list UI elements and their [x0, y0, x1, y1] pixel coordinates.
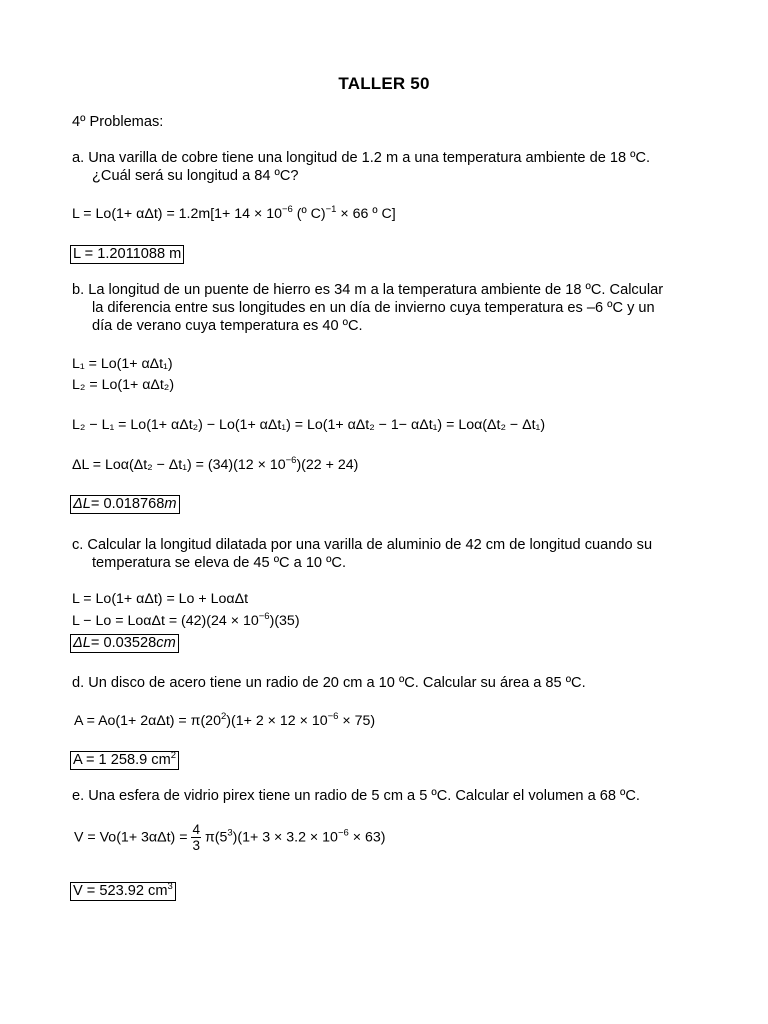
problem-a-equation — [72, 205, 396, 223]
problem-e-eq-part2: π(5 — [204, 829, 228, 846]
problem-e-answer — [70, 882, 176, 901]
problem-c-answer — [70, 634, 179, 653]
problem-c-answer-value: = 0.03528 — [90, 635, 157, 651]
problem-b-answer-unit: m — [164, 496, 177, 512]
problem-c-answer-unit: cm — [156, 635, 176, 651]
page-title: TALLER 50 — [338, 74, 430, 93]
problem-a-eq-part3: × 66 º C] — [336, 206, 396, 222]
section-heading: 4º Problemas: — [72, 114, 164, 130]
problem-b-eq4-part1: ΔL = Loα(Δt₂ − Δt₁) = (34)(12 × 10 — [72, 457, 286, 473]
problem-b-line2: la diferencia entre sus longitudes en un día de invierno cuya temperatura es –6 ºC y un — [92, 300, 655, 316]
problem-e-answer-value: V = 523.92 cm — [73, 883, 168, 899]
problem-e-eq-part1: V = Vo(1+ 3αΔt) = — [74, 829, 188, 846]
problem-b-statement — [72, 281, 698, 335]
problem-c-line1: c. Calcular la longitud dilatada por una varilla de aluminio de 42 cm de longitud cuando su — [72, 537, 653, 553]
problem-d-answer-value: A = 1 258.9 cm — [73, 752, 171, 768]
problem-d-statement — [72, 674, 698, 692]
problem-e-eq-exp2: −6 — [337, 827, 349, 839]
problem-c-eq2-part2: )(35) — [269, 613, 300, 629]
problem-b-answer-value: = 0.018768 — [90, 496, 165, 512]
problem-e-answer-exp: 3 — [167, 881, 173, 892]
problem-b-eq4 — [72, 456, 358, 474]
problem-b-eq2: L₂ = Lo(1+ αΔt₂) — [72, 377, 175, 393]
problem-a-eq-exp1: −6 — [282, 204, 293, 215]
problem-a-eq-part1: L = Lo(1+ αΔt) = 1.2m[1+ 14 × 10 — [72, 206, 282, 222]
problem-d-eq-part1: A = Ao(1+ 2αΔt) = π(20 — [74, 713, 221, 729]
problem-b-answer — [70, 495, 180, 514]
problem-b-line1: b. La longitud de un puente de hierro es 34 m a la temperatura ambiente de 18 ºC. Calcular — [72, 282, 664, 298]
problem-d-equation — [74, 712, 375, 730]
problem-c-eq2-exp: −6 — [258, 611, 270, 622]
problem-b-answer-symbol: ΔL — [73, 496, 91, 512]
problem-b-line3: día de verano cuya temperatura es 40 ºC. — [92, 318, 363, 334]
problem-a-eq-exp2: −1 — [325, 204, 337, 215]
problem-e-equation — [74, 822, 385, 853]
problem-e-eq-part4: × 63) — [348, 829, 386, 846]
problem-a-line1: a. Una varilla de cobre tiene una longitud de 1.2 m a una temperatura ambiente de 18 ºC. — [72, 150, 651, 166]
problem-d-eq-exp1: 2 — [220, 711, 227, 722]
problem-c-eq2 — [72, 612, 300, 630]
problem-e-eq-exp1: 3 — [227, 827, 233, 839]
problem-c-eq2-part1: L − Lo = LoαΔt = (42)(24 × 10 — [72, 613, 259, 629]
problem-c-line2: temperatura se eleva de 45 ºC a 10 ºC. — [92, 555, 347, 571]
problem-b-eq3: L₂ − L₁ = Lo(1+ αΔt₂) − Lo(1+ αΔt₁) = Lo(1+ αΔt₂ − 1− αΔt₁) = Loα(Δt₂ − Δt₁) — [72, 417, 546, 433]
problem-e-statement — [72, 787, 698, 805]
problem-e-eq-part3: )(1+ 3 × 3.2 × 10 — [232, 829, 338, 846]
problem-c-answer-symbol: ΔL — [73, 635, 91, 651]
problem-b-eq4-exp: −6 — [285, 455, 297, 466]
problem-a-line2: ¿Cuál será su longitud a 84 ºC? — [92, 168, 299, 184]
problem-d-answer — [70, 751, 179, 770]
problem-d-answer-exp: 2 — [170, 750, 177, 761]
problem-a-statement — [72, 149, 698, 185]
problem-a-eq-part2: (º C) — [292, 206, 326, 222]
problem-c-eq1: L = Lo(1+ αΔt) = Lo + LoαΔt — [72, 591, 249, 607]
problem-c-statement — [72, 536, 698, 572]
problem-d-line1: d. Un disco de acero tiene un radio de 20 cm a 10 ºC. Calcular su área a 85 ºC. — [72, 675, 586, 691]
problem-b-eq1: L₁ = Lo(1+ αΔt₁) — [72, 356, 173, 372]
problem-e-frac-denominator: 3 — [192, 838, 200, 853]
problem-d-eq-part3: × 75) — [338, 713, 376, 729]
problem-e-frac-numerator: 4 — [192, 822, 200, 837]
problem-d-eq-exp2: −6 — [327, 711, 339, 722]
problem-b-eq4-part2: )(22 + 24) — [296, 457, 359, 473]
problem-d-eq-part2: )(1+ 2 × 12 × 10 — [226, 713, 328, 729]
problem-a-answer: L = 1.2011088 m — [70, 245, 184, 264]
problem-e-line1: e. Una esfera de vidrio pirex tiene un radio de 5 cm a 5 ºC. Calcular el volumen a 68 ºC. — [72, 788, 640, 804]
problem-e-fraction — [191, 822, 201, 853]
